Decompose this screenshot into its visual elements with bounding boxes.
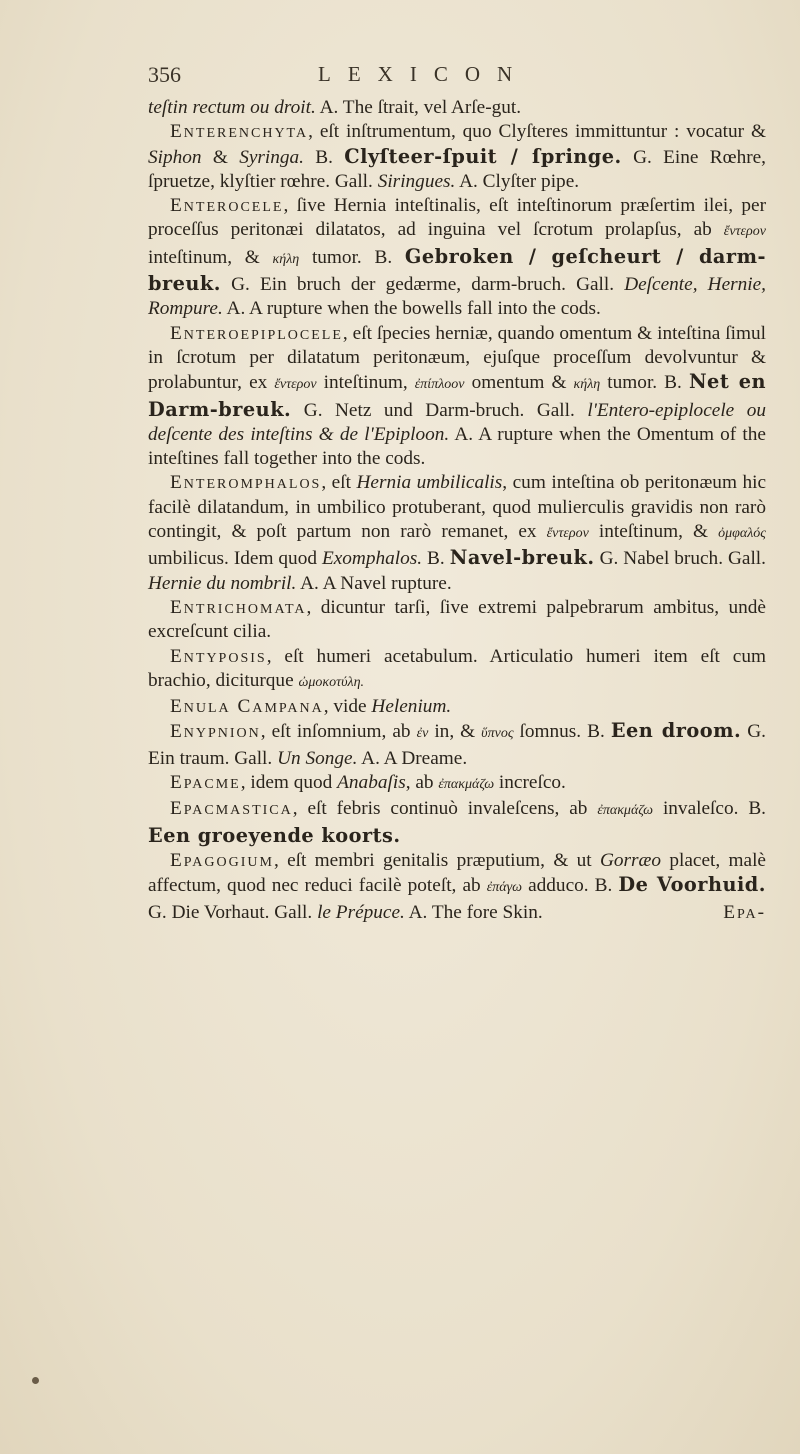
entry-headword: Enterenchyta: [170, 121, 309, 143]
greek-word: ἔντερον: [723, 224, 766, 240]
entry-headword: Enterocele: [170, 195, 284, 217]
lexicon-entry: Enterocele, ſive Hernia inteſtinalis, eſt inteſtinorum præſertim ilei, per proceſſus peritonæi dilatatos, ad inguina vel ſcrotum prolapſus, ab ἔντερον inteſtinum, & κήλη tumor. B. Gebroken / geſcheurt / darm-breuk. G. Ein bruch der gedærme, darm-bruch. Gall. Deſcente, Hernie, Rompure. A. A rupture when the bowells fall into the cods.: [148, 195, 767, 320]
greek-word: ἐπάγω: [486, 880, 523, 896]
greek-word: ἔντερον: [274, 377, 317, 393]
greek-word: ἐν: [416, 726, 429, 742]
entry-headword: Enteromphalos: [170, 472, 322, 494]
dutch-gloss: Clyſteer-ſpuit / ſpringe.: [344, 144, 622, 168]
greek-word: ἐπίπλοον: [414, 377, 465, 393]
lexicon-entry: teſtin rectum ou droit. A. The ſtrait, vel Arſe-gut.: [148, 97, 522, 118]
lexicon-entry: Enteroepiplocele, eſt ſpecies herniæ, quando omentum & inteſtina ſimul in ſcrotum per dilatatum peritonæum, ejuſque proceſſum devolvuntur & prolabuntur, ex ἔντερον inteſtinum, ἐπίπλοον omentum & κήλη tumor. B. Net en Darm-breuk. G. Netz und Darm-bruch. Gall. l'Entero-epiplocele ou deſcente des inteſtins & de l'Epiploon. A. A rupture when the Omentum of the inteſtines fall together into the cods.: [148, 322, 767, 470]
dutch-gloss: Een groeyende koorts.: [148, 823, 401, 847]
running-title: LEXICON: [318, 62, 530, 86]
dutch-gloss: Net en Darm-breuk.: [148, 370, 766, 421]
entry-headword: Enypnion: [170, 721, 261, 743]
lexicon-entry: Entrichomata, dicuntur tarſi, ſive extremi palpebrarum ambitus, undè excreſcunt cilia.: [148, 596, 766, 643]
page-number: 356: [148, 62, 181, 87]
lexicon-entry: Enypnion, eſt inſomnium, ab ἐν in, & ὕπνος ſomnus. B. Een droom. G. Ein traum. Gall. Un Songe. A. A Dreame.: [148, 719, 766, 769]
page-header: [148, 62, 708, 92]
dutch-gloss: De Voorhuid.: [618, 873, 766, 897]
greek-word: ἐπακμάζω: [438, 777, 495, 793]
greek-word: κήλη: [573, 377, 601, 393]
lexicon-entry: Entyposis, eſt humeri acetabulum. Articulatio humeri item eſt cum brachio, diciturque ὠμοκοτύλη.: [148, 645, 766, 691]
lexicon-entry: Epacme, idem quod Anabaſis, ab ἐπακμάζω increſco.: [170, 772, 566, 794]
entry-headword: Enula Campana: [170, 696, 324, 718]
dutch-gloss: Gebroken / geſcheurt / darm-breuk.: [148, 244, 766, 296]
entry-headword: Entyposis: [170, 645, 267, 667]
greek-word: ὀμφαλός: [718, 526, 766, 542]
lexicon-entry: Enteromphalos, eſt Hernia umbilicalis, cum inteſtina ob peritonæum hic facilè dilatandum, in umbilico protuberant, quod mulierculis gravidis non rarò contingit, & poſt partum non rarò remanet, ex ἔντερον inteſtinum, & ὀμφαλός umbilicus. Idem quod Exomphalos. B. Navel-breuk. G. Nabel bruch. Gall. Hernie du nombril. A. A Navel rupture.: [148, 472, 767, 594]
ink-spot: [32, 1377, 39, 1384]
greek-word: κήλη: [272, 251, 300, 267]
greek-word: ὠμοκοτύλη.: [298, 674, 365, 690]
greek-word: ἐπακμάζω: [597, 803, 654, 819]
dutch-gloss: Een droom.: [610, 719, 742, 743]
greek-word: ὕπνος: [481, 726, 514, 742]
lexicon-body: [148, 96, 766, 925]
catchword: Epa-: [723, 901, 766, 923]
lexicon-entry: Enula Campana, vide Helenium.: [170, 696, 452, 718]
entry-headword: Epagogium: [170, 849, 274, 871]
entry-headword: Entrichomata: [170, 596, 307, 618]
lexicon-entry: Enterenchyta, eſt inſtrumentum, quo Clyſteres immittuntur : vocatur & Siphon & Syringa. B. Clyſteer-ſpuit / ſpringe. G. Eine Rœhre, ſpruetze, klyſtier rœhre. Gall. Siringues. A. Clyſter pipe.: [148, 121, 767, 192]
lexicon-entry: Epacmastica, eſt febris continuò invaleſcens, ab ἐπακμάζω invaleſco. B. Een groeyende koorts.: [148, 798, 766, 847]
entry-headword: Epacme: [170, 772, 241, 794]
entry-headword: Enteroepiplocele: [170, 322, 343, 344]
entry-headword: Epacmastica: [170, 798, 293, 820]
greek-word: ἔντερον: [546, 526, 589, 542]
lexicon-entry: Epagogium, eſt membri genitalis præputium, & ut Gorræo placet, malè affectum, quod nec reduci facilè poteſt, ab ἐπάγω adduco. B. De Voorhuid. G. Die Vorhaut. Gall. le Prépuce. A. The fore Skin. Epa-: [148, 849, 766, 925]
dutch-gloss: Navel-breuk.: [449, 546, 595, 570]
